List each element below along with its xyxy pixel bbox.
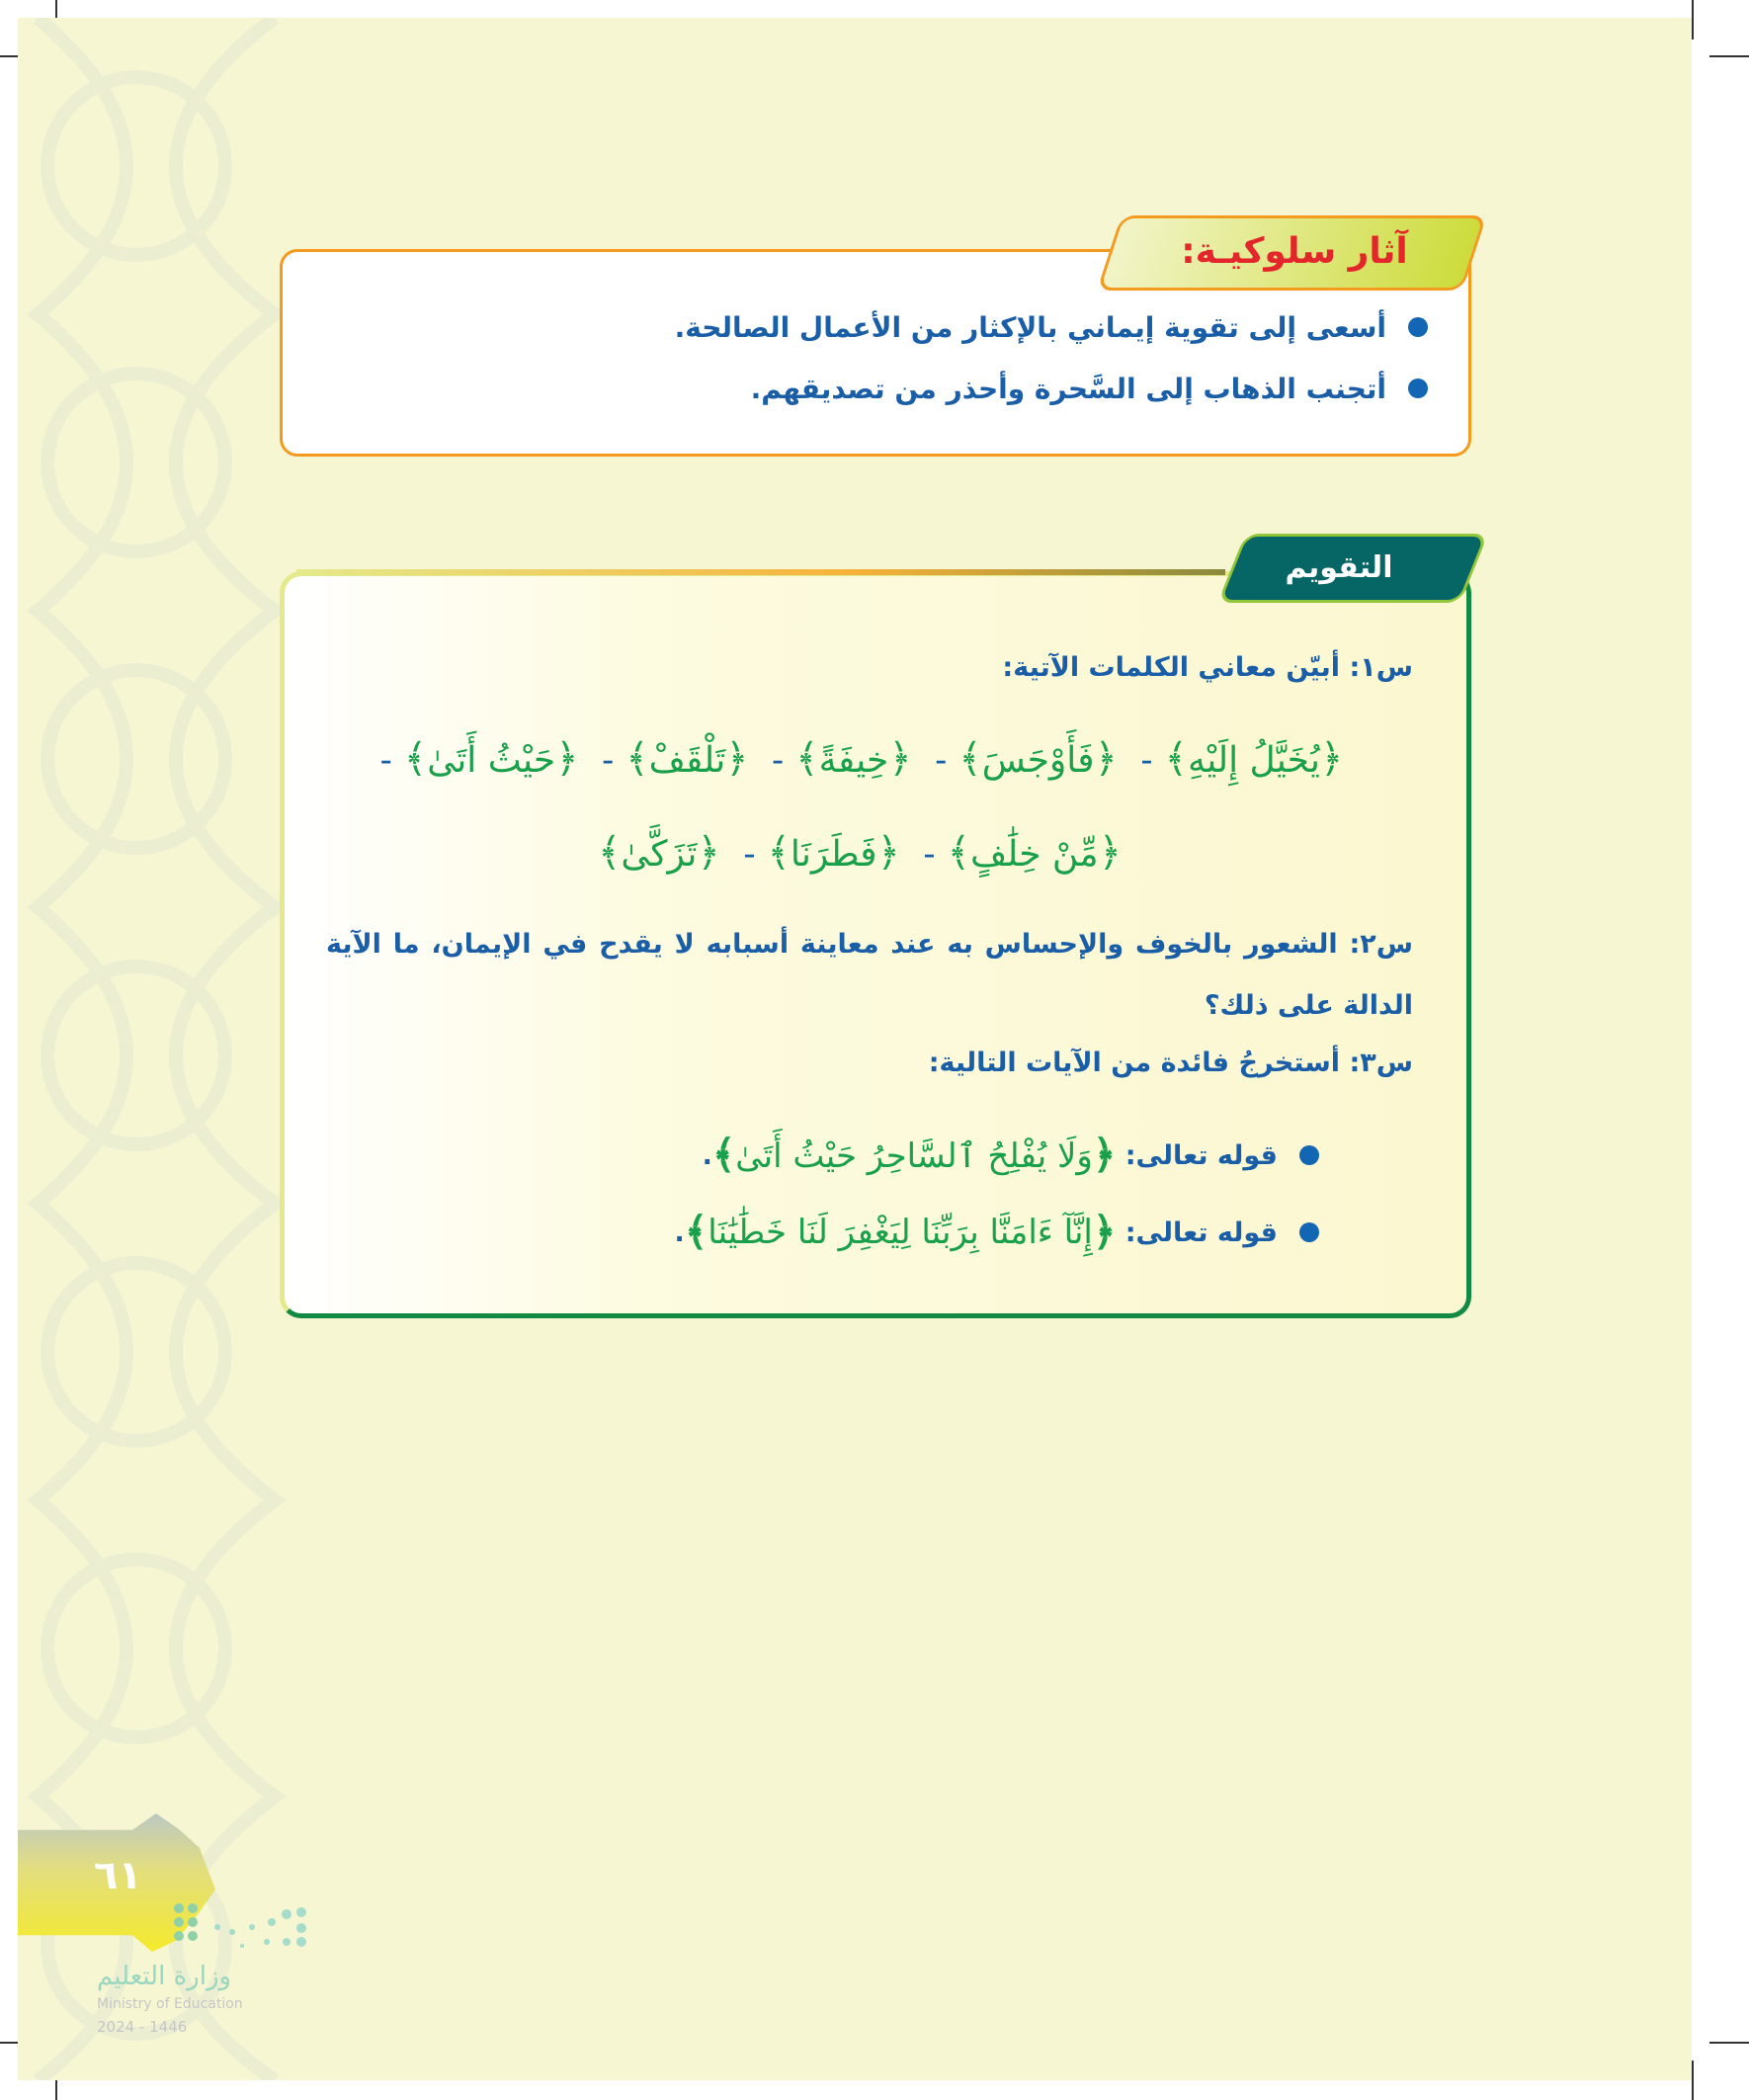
ministry-logo-english: Ministry of Education xyxy=(97,1996,243,2012)
question-3-list xyxy=(675,1117,1319,1271)
list-item-text: أتجنب الذهاب إلى السَّحرة وأحذر من تصديقهم. xyxy=(750,372,1386,405)
divider xyxy=(296,569,1225,575)
list-item xyxy=(675,296,1428,358)
crop-mark xyxy=(1709,2042,1749,2044)
behavioral-effects-list xyxy=(675,296,1428,419)
list-item: قوله تعالى: ﴿ وَلَا يُفْلِحُ ٱلسَّاحِرُ حَيْثُ أَتَىٰ ﴾ . xyxy=(675,1117,1319,1194)
quran-word: ﴿فَطَرَنَا﴾ xyxy=(767,830,900,876)
verse-text: إِنَّآ ءَامَنَّا بِرَبِّنَا لِيَغْفِرَ لَنَا خَطَٰيَٰنَا xyxy=(708,1213,1093,1252)
behavioral-effects-title: آثار سلوكيـة: xyxy=(1181,231,1408,272)
ministry-logo-year: 2024 - 1446 xyxy=(97,2018,188,2036)
bullet-icon xyxy=(1299,1222,1319,1242)
words-row-1: ﴿يُخَيَّلُ إِلَيْهِ﴾- ﴿فَأَوْجَسَ﴾- ﴿خِيفَةً﴾- ﴿تَلْقَفْ﴾- ﴿حَيْثُ أَتَىٰ﴾- xyxy=(379,736,1344,782)
evaluation-title: التقويم xyxy=(1285,550,1393,585)
quran-word: ﴿خِيفَةً﴾ xyxy=(795,736,912,782)
question-2: س٢: الشعور بالخوف والإحساس به عند معاينة أسبابه لا يقدح في الإيمان، ما الآية الدالة على ذلك؟ xyxy=(326,929,1413,1021)
quran-word: ﴿فَأَوْجَسَ﴾ xyxy=(958,736,1118,782)
question-1: س١: أبيّن معاني الكلمات الآتية: xyxy=(1002,652,1413,683)
quran-word: ﴿تَلْقَفْ﴾ xyxy=(625,736,749,782)
question-3: س٣: أستخرجُ فائدة من الآيات التالية: xyxy=(928,1048,1413,1078)
page-number: ٦١ xyxy=(94,1853,142,1898)
bullet-icon xyxy=(1408,378,1428,398)
bullet-icon xyxy=(1408,317,1428,337)
quran-word: ﴿حَيْثُ أَتَىٰ﴾ xyxy=(403,736,579,782)
ministry-logo-arabic: وزارة التعليم xyxy=(97,1962,232,1991)
list-item: قوله تعالى: ﴿ إِنَّآ ءَامَنَّا بِرَبِّنَا لِيَغْفِرَ لَنَا خَطَٰيَٰنَا ﴾ . xyxy=(675,1194,1319,1271)
ministry-logo-dots-icon xyxy=(173,1902,321,1962)
verse-text: وَلَا يُفْلِحُ ٱلسَّاحِرُ حَيْثُ أَتَىٰ xyxy=(735,1135,1093,1176)
crop-mark xyxy=(1692,2060,1694,2100)
words-row-2: ﴿مِّنْ خِلَٰفٍ﴾- ﴿فَطَرَنَا﴾- ﴿تَزَكَّىٰ﴾ xyxy=(597,830,1123,876)
list-item-text: أسعى إلى تقوية إيماني بالإكثار من الأعمال الصالحة. xyxy=(674,310,1386,344)
bullet-icon xyxy=(1299,1145,1319,1165)
quran-word: ﴿مِّنْ خِلَٰفٍ﴾ xyxy=(947,830,1123,876)
crop-mark xyxy=(1709,55,1749,57)
quran-word: ﴿يُخَيَّلُ إِلَيْهِ﴾ xyxy=(1164,736,1344,782)
verse-label: قوله تعالى: xyxy=(1124,1139,1278,1171)
list-item xyxy=(675,358,1428,419)
quran-word: ﴿تَزَكَّىٰ﴾ xyxy=(597,830,720,876)
crop-mark xyxy=(1692,0,1694,40)
verse-label: قوله تعالى: xyxy=(1124,1217,1278,1248)
